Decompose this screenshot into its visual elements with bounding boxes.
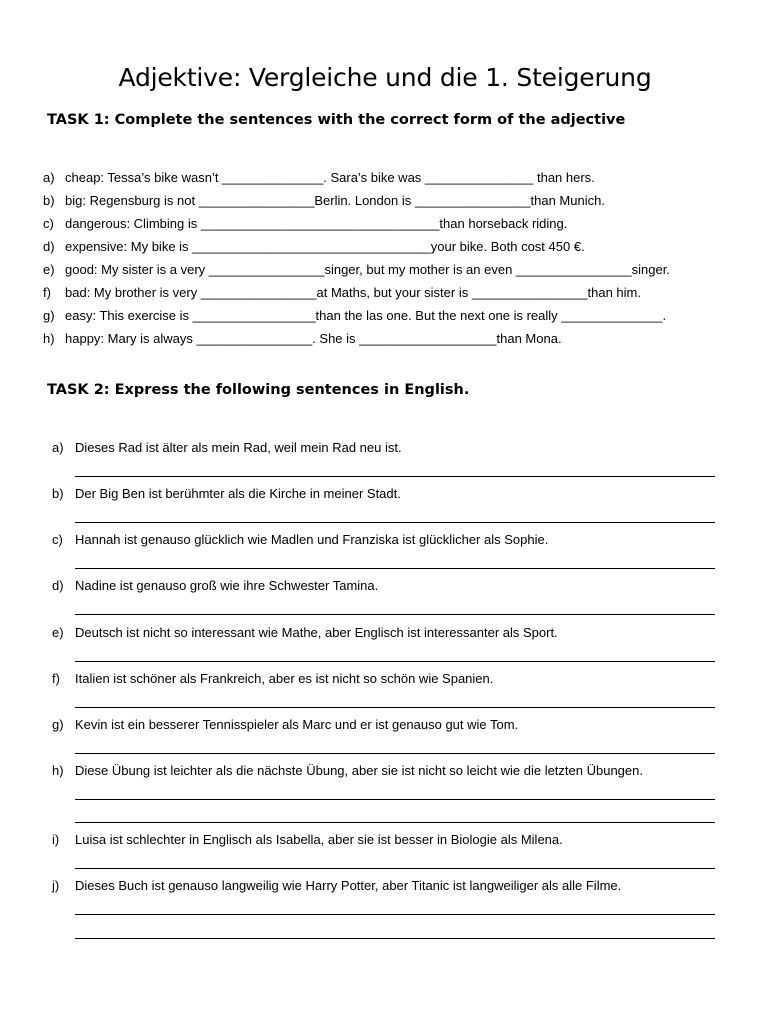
item-letter: b): [43, 193, 55, 208]
item-sentence: easy: This exercise is _________________than the las one. But the next one is really ______________.: [65, 308, 667, 323]
item-letter: a): [43, 170, 55, 185]
answer-line-h-1[interactable]: [75, 799, 715, 800]
item-sentence: big: Regensburg is not ________________Berlin. London is ________________than Munich.: [65, 193, 605, 208]
item-sentence: bad: My brother is very ________________at Maths, but your sister is ________________than him.: [65, 285, 641, 300]
item-letter: e): [43, 262, 55, 277]
item-sentence: happy: Mary is always ________________. She is ___________________than Mona.: [65, 331, 562, 346]
item-letter: f): [43, 285, 51, 300]
item-letter: a): [52, 440, 64, 455]
item-letter: d): [43, 239, 55, 254]
item-sentence: Deutsch ist nicht so interessant wie Mathe, aber Englisch ist interessanter als Sport.: [75, 625, 558, 640]
item-letter: g): [52, 717, 64, 732]
item-letter: j): [52, 878, 60, 893]
item-sentence: Italien ist schöner als Frankreich, aber es ist nicht so schön wie Spanien.: [75, 671, 494, 686]
item-letter: c): [43, 216, 54, 231]
item-letter: b): [52, 486, 64, 501]
item-sentence: dangerous: Climbing is _________________________________than horseback riding.: [65, 216, 568, 231]
item-sentence: Hannah ist genauso glücklich wie Madlen und Franziska ist glücklicher als Sophie.: [75, 532, 549, 547]
item-letter: e): [52, 625, 64, 640]
answer-line-c[interactable]: [75, 568, 715, 569]
item-sentence: expensive: My bike is _________________________________your bike. Both cost 450 €.: [65, 239, 585, 254]
item-letter: i): [52, 832, 60, 847]
answer-line-i[interactable]: [75, 868, 715, 869]
item-sentence: Nadine ist genauso groß wie ihre Schwester Tamina.: [75, 578, 379, 593]
item-sentence: good: My sister is a very ________________singer, but my mother is an even ________________singer.: [65, 262, 670, 277]
worksheet-title: Adjektive: Vergleiche und die 1. Steigerung: [118, 63, 652, 92]
item-sentence: Luisa ist schlechter in Englisch als Isabella, aber sie ist besser in Biologie als Milena.: [75, 832, 563, 847]
item-letter: c): [52, 532, 63, 547]
item-sentence: Diese Übung ist leichter als die nächste Übung, aber sie ist nicht so leicht wie die letzten Übungen.: [75, 763, 643, 778]
item-letter: h): [52, 763, 64, 778]
answer-line-b[interactable]: [75, 522, 715, 523]
item-sentence: Der Big Ben ist berühmter als die Kirche in meiner Stadt.: [75, 486, 401, 501]
answer-line-g[interactable]: [75, 753, 715, 754]
answer-line-d[interactable]: [75, 614, 715, 615]
item-sentence: cheap: Tessa’s bike wasn’t ______________. Sara’s bike was _______________ than hers.: [65, 170, 595, 185]
item-sentence: Dieses Rad ist älter als mein Rad, weil mein Rad neu ist.: [75, 440, 402, 455]
task1-heading: TASK 1: Complete the sentences with the correct form of the adjective: [47, 112, 626, 128]
answer-line-a[interactable]: [75, 476, 715, 477]
item-letter: d): [52, 578, 64, 593]
item-letter: g): [43, 308, 55, 323]
answer-line-h-2[interactable]: [75, 822, 715, 823]
item-letter: h): [43, 331, 55, 346]
item-sentence: Dieses Buch ist genauso langweilig wie Harry Potter, aber Titanic ist langweiliger als alle Filme.: [75, 878, 622, 893]
answer-line-j-2[interactable]: [75, 938, 715, 939]
answer-line-f[interactable]: [75, 707, 715, 708]
item-letter: f): [52, 671, 60, 686]
item-sentence: Kevin ist ein besserer Tennisspieler als Marc und er ist genauso gut wie Tom.: [75, 717, 519, 732]
answer-line-j-1[interactable]: [75, 914, 715, 915]
task2-heading: TASK 2: Express the following sentences in English.: [47, 382, 470, 398]
answer-line-e[interactable]: [75, 661, 715, 662]
